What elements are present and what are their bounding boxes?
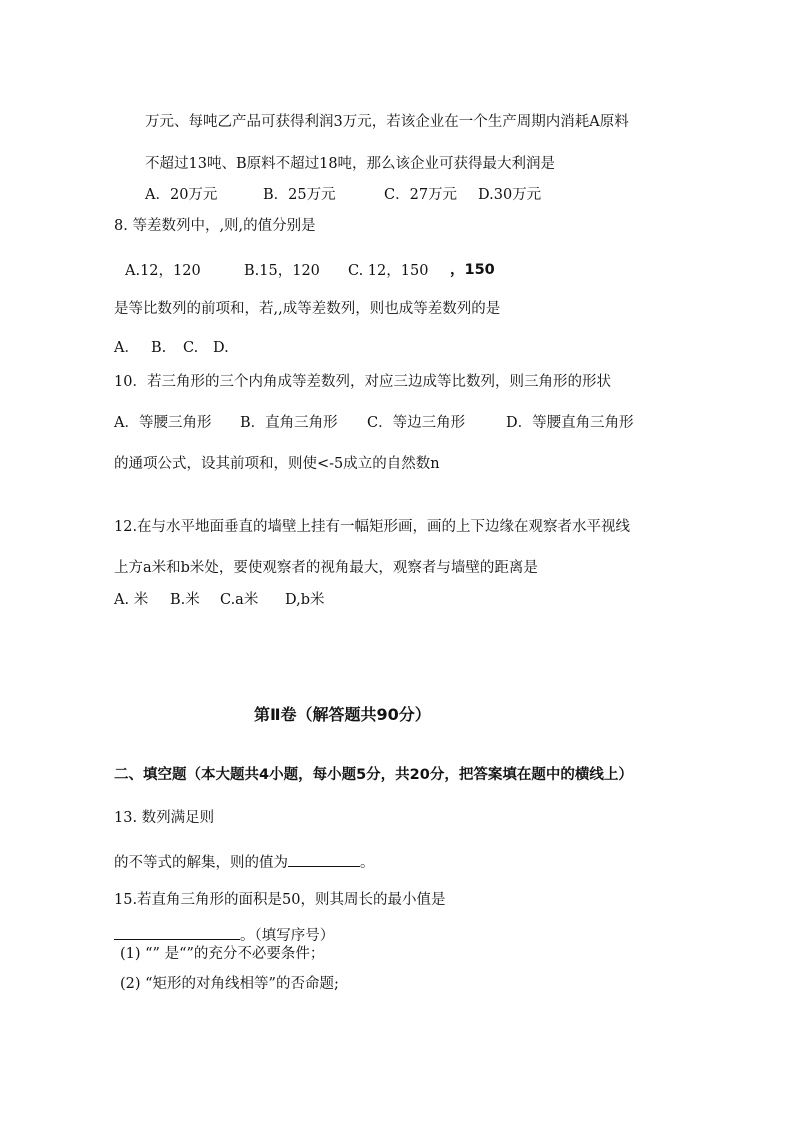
q9-option-d: D. bbox=[213, 340, 229, 356]
q10-stem: 10．若三角形的三个内角成等差数列，对应三边成等比数列，则三角形的形状 bbox=[114, 374, 611, 390]
q7-option-b: B．25万元 bbox=[263, 187, 336, 203]
q11-stem: 的通项公式，设其前项和，则使<-5成立的自然数n bbox=[114, 456, 440, 472]
q9-option-c: C. bbox=[183, 340, 199, 356]
q7-option-c: C．27万元 bbox=[384, 187, 458, 203]
q7-option-a: A．20万元 bbox=[145, 187, 218, 203]
q8-option-b: B.15，120 bbox=[244, 263, 320, 279]
q14-answer-blank bbox=[288, 852, 360, 867]
q10-option-c: C．等边三角形 bbox=[367, 415, 466, 431]
q16-intro-end: 。（填写序号） bbox=[240, 928, 335, 944]
q10-option-b: B．直角三角形 bbox=[240, 415, 338, 431]
q13-stem: 13. 数列满足则 bbox=[114, 810, 215, 826]
q12-option-a: A. 米 bbox=[114, 592, 149, 608]
q8-option-c: C. 12，150 bbox=[348, 263, 429, 279]
q14-end: 。 bbox=[360, 855, 375, 871]
section-title: 第Ⅱ卷（解答题共90分） bbox=[254, 705, 431, 724]
q8-stem: 8. 等差数列中，,则,的值分别是 bbox=[114, 218, 316, 234]
q12-option-b: B.米 bbox=[170, 592, 200, 608]
q16-intro bbox=[114, 925, 334, 944]
q12-option-d: D,b米 bbox=[285, 592, 325, 608]
q16-item-2: (2) “矩形的对角线相等”的否命题; bbox=[120, 976, 339, 992]
q9-stem: 是等比数列的前项和，若,,成等差数列，则也成等差数列的是 bbox=[114, 301, 501, 317]
q12-option-c: C.a米 bbox=[220, 592, 259, 608]
q12-line1: 12.在与水平地面垂直的墙壁上挂有一幅矩形画，画的上下边缘在观察者水平视线 bbox=[114, 519, 631, 535]
q14-line bbox=[114, 852, 375, 871]
q8-option-d: ，150 bbox=[450, 262, 495, 278]
q7-option-d: D.30万元 bbox=[478, 187, 542, 203]
q7-line2: 不超过13吨、B原料不超过18吨，那么该企业可获得最大利润是 bbox=[145, 156, 556, 172]
q8-option-a: A.12，120 bbox=[125, 263, 201, 279]
q9-option-b: B. bbox=[151, 340, 167, 356]
q16-answer-blank bbox=[114, 925, 240, 940]
q10-option-a: A．等腰三角形 bbox=[114, 415, 212, 431]
q9-option-a: A． bbox=[114, 340, 139, 356]
q10-option-d: D．等腰直角三角形 bbox=[506, 415, 634, 431]
section-heading: 二、填空题（本大题共4小题，每小题5分，共20分，把答案填在题中的横线上） bbox=[114, 767, 633, 783]
q15-stem: 15.若直角三角形的面积是50，则其周长的最小值是 bbox=[114, 892, 446, 908]
q7-line1: 万元、每吨乙产品可获得利润3万元，若该企业在一个生产周期内消耗A原料 bbox=[145, 114, 629, 130]
q12-line2: 上方a米和b米处，要使观察者的视角最大，观察者与墙壁的距离是 bbox=[114, 560, 538, 576]
q14-stem: 的不等式的解集，则的值为 bbox=[114, 855, 288, 871]
q16-item-1: (1) “” 是“”的充分不必要条件； bbox=[120, 946, 325, 962]
